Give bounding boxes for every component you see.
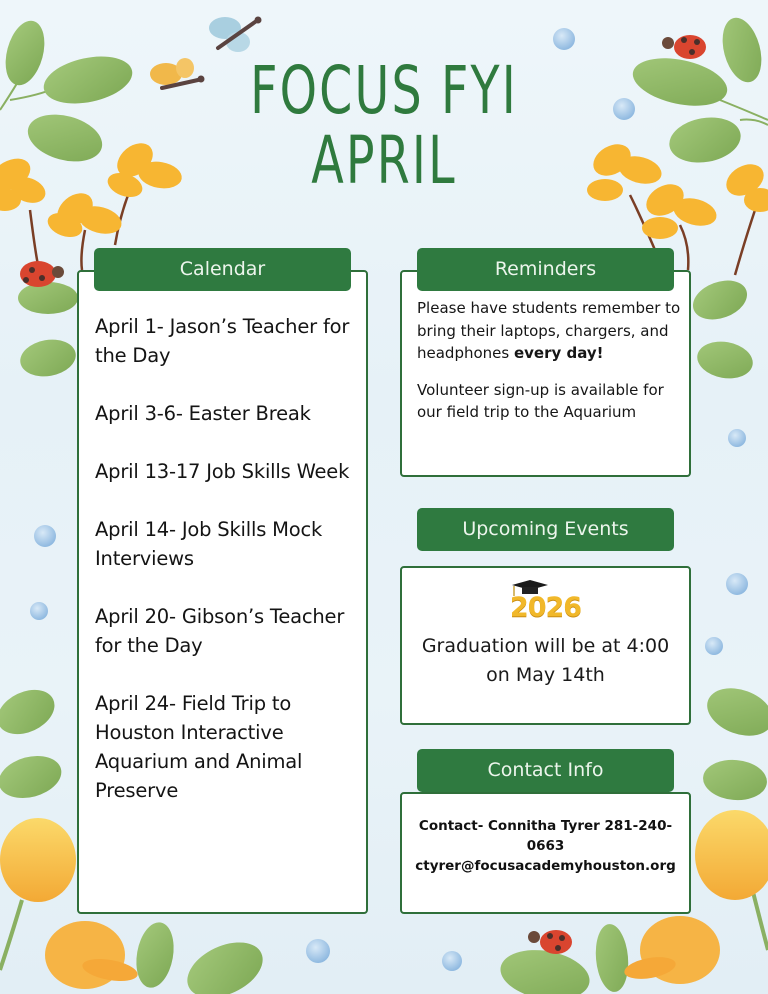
calendar-item: April 24- Field Trip to Houston Interactive Aquarium and Animal Preserve xyxy=(95,692,303,802)
reminder-emphasis: every day! xyxy=(513,344,604,362)
calendar-heading: Calendar xyxy=(94,248,351,291)
leaf-icon xyxy=(17,335,78,380)
upcoming-events-heading: Upcoming Events xyxy=(417,508,674,551)
calendar-item: April 13-17 Job Skills Week xyxy=(95,460,350,483)
upcoming-events-panel xyxy=(400,566,691,725)
contact-name-phone: Contact- Connitha Tyrer 281-240- xyxy=(418,818,673,834)
calendar-item: April 3-6- Easter Break xyxy=(95,402,311,425)
page-title: FOCUS FYI xyxy=(250,52,518,129)
calendar-list xyxy=(95,312,357,834)
graduation-announcement: Graduation will be at 4:00 on May 14th xyxy=(421,635,670,686)
contact-email[interactable]: ctyrer@focusacademyhouston.org xyxy=(415,858,676,874)
contact-body xyxy=(408,816,683,876)
ladybug-icon xyxy=(528,930,572,954)
calendar-item: April 1- Jason’s Teacher for the Day xyxy=(95,315,350,367)
calendar-panel xyxy=(77,270,368,914)
reminder-volunteer: Volunteer sign-up is available for our field trip to the Aquarium xyxy=(417,380,664,421)
leaf-icon xyxy=(688,274,756,383)
year-balloon-text: 2026 xyxy=(509,592,582,623)
ladybug-icon xyxy=(18,261,78,314)
contact-info-panel xyxy=(400,792,691,914)
butterfly-icon xyxy=(209,17,262,53)
calendar-item: April 20- Gibson’s Teacher for the Day xyxy=(95,605,345,657)
graduation-2026-badge xyxy=(402,580,689,624)
reminder-devices: Please have students remember to bring their laptops, chargers, and headphones every day! xyxy=(417,299,681,362)
reminders-heading: Reminders xyxy=(417,248,674,291)
calendar-item: April 14- Job Skills Mock Interviews xyxy=(95,518,323,570)
reminders-panel xyxy=(400,270,691,477)
page-subtitle-month: APRIL xyxy=(311,122,457,199)
ladybug-icon xyxy=(662,35,706,59)
reminders-body xyxy=(417,297,685,438)
contact-info-heading: Contact Info xyxy=(417,749,674,792)
contact-phone-suffix: 0663 xyxy=(526,838,565,854)
